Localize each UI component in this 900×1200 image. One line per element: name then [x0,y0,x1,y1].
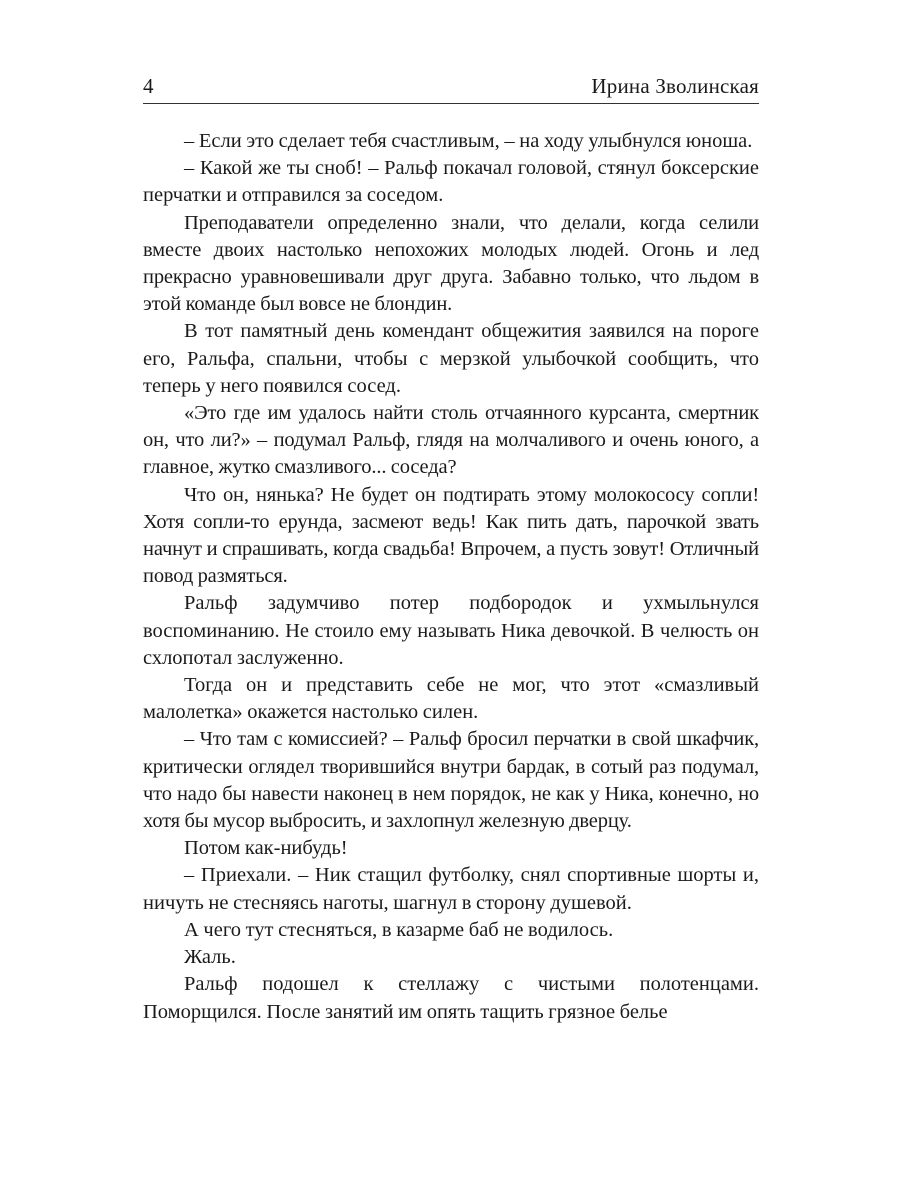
paragraph: Жаль. [184,946,236,969]
page-number: 4 [143,74,154,98]
paragraph: – Какой же ты сноб! – Ральф покачал головой, стянул боксерские перчатки и отправился за соседом. [143,157,759,207]
paragraph: – Приехали. – Ник стащил футболку, снял спортивные шорты и, ничуть не стесняясь наготы, шагнул в сторону душевой. [143,864,759,914]
paragraph: Ральф подошел к стеллажу с чистыми полотенцами. Поморщился. После занятий им опять тащить грязное белье [143,973,759,1023]
paragraph: Потом как-нибудь! [184,837,348,860]
paragraph: Ральф задумчиво потер подбородок и ухмыльнулся воспоминанию. Не стоило ему называть Ника девочкой. В челюсть он схлопотал заслуженно. [143,592,759,669]
paragraph: «Это где им удалось найти столь отчаянного курсанта, смертник он, что ли?» – подумал Ральф, глядя на молчаливого и очень юного, а главное, жутко смазливого... соседа? [143,402,759,479]
book-page [143,70,759,1026]
paragraph: Что он, нянька? Не будет он подтирать этому молокососу сопли! Хотя сопли-то ерунда, засмеют ведь! Как пить дать, парочкой звать начнут и спрашивать, когда свадьба! Впрочем, а пусть зовут! Отличный повод размяться. [143,483,759,588]
paragraph: А чего тут стесняться, в казарме баб не водилось. [184,918,614,941]
paragraph: Тогда он и представить себе не мог, что этот «смазливый малолетка» окажется настолько силен. [143,674,759,724]
author-name: Ирина Зволинская [591,74,759,98]
running-header [143,70,759,104]
paragraph: Преподаватели определенно знали, что делали, когда селили вместе двоих настолько непохожих молодых людей. Огонь и лед прекрасно уравновешивали друг друга. Забавно только, что льдом в этой команде был вовсе не блондин. [143,211,759,316]
paragraph: В тот памятный день комендант общежития заявился на пороге его, Ральфа, спальни, чтобы с мерзкой улыбочкой сообщить, что теперь у него появился сосед. [143,320,759,397]
paragraph: – Что там с комиссией? – Ральф бросил перчатки в свой шкафчик, критически оглядел творившийся внутри бардак, в сотый раз подумал, что надо бы навести наконец в нем порядок, не как у Ника, конечно, но хотя бы мусор выбросить, и захлопнул железную дверцу. [143,728,759,833]
body-text [143,128,759,1026]
paragraph: – Если это сделает тебя счастливым, – на ходу улыбнулся юноша. [184,130,753,152]
